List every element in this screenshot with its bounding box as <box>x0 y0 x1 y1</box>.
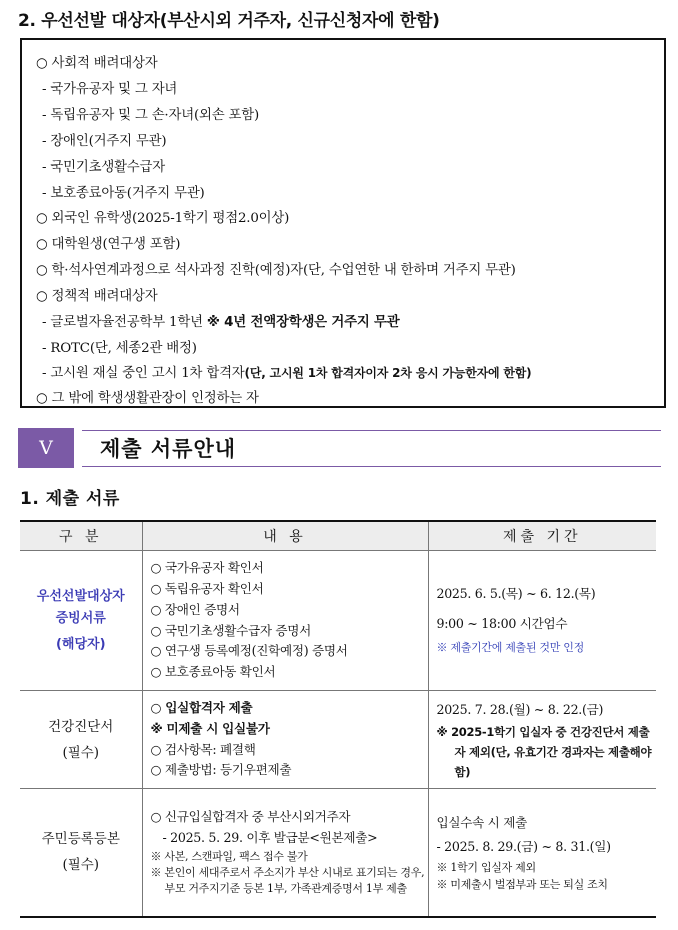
period-cell <box>428 691 656 789</box>
list-item-note: ※ 4년 전액장학생은 거주지 무관 <box>206 315 400 330</box>
table-row <box>20 551 656 691</box>
period-line: 2025. 6. 5.(목) ~ 6. 12.(목) <box>436 585 596 601</box>
list-item: ○ 학·석사연계과정으로 석사과정 진학(예정)자(단, 수업연한 내 한하며 거주지 무관) <box>36 263 516 278</box>
column-header-category: 구 분 <box>20 521 142 551</box>
content-line: ※ 본인이 세대주로서 주소지가 부산 시내로 표기되는 경우, 부모 거주지기준 등본 1부, 가족관계증명서 1부 제출 <box>150 866 425 896</box>
content-cell <box>142 551 428 691</box>
category-line: (해당자) <box>55 636 106 652</box>
content-line: ○ 입실합격자 제출 <box>150 699 253 715</box>
category-line: 주민등록등본 <box>41 831 120 848</box>
table-row <box>20 789 656 917</box>
list-item: ○ 그 밖에 학생생활관장이 인정하는 자 <box>36 391 259 406</box>
list-item: - ROTC(단, 세종2관 배정) <box>42 341 197 356</box>
list-item: - 국가유공자 및 그 자녀 <box>42 82 178 97</box>
period-cell <box>428 789 656 917</box>
list-item <box>42 311 400 330</box>
period-line: 입실수속 시 제출 <box>436 815 527 831</box>
list-item-text: - 글로벌자율전공학부 1학년 <box>42 315 207 330</box>
list-item <box>42 362 531 381</box>
content-line: ○ 독립유공자 확인서 <box>150 580 264 596</box>
table-row <box>20 691 656 789</box>
table-header-row <box>20 521 656 551</box>
column-header-content: 내 용 <box>142 521 428 551</box>
content-line: ○ 제출방법: 등기우편제출 <box>150 762 292 778</box>
period-line: - 2025. 8. 29.(금) ~ 8. 31.(일) <box>436 839 611 855</box>
category-cell <box>20 691 142 789</box>
content-line: ○ 신규입실합격자 중 부산시외거주자 <box>150 809 351 825</box>
category-line: (필수) <box>62 857 100 874</box>
section-1-heading: 1. 제출 서류 <box>20 489 120 509</box>
period-note: ※ 미제출시 벌점부과 또는 퇴실 조치 <box>436 878 608 892</box>
category-line: 증빙서류 <box>55 610 106 626</box>
section-v-badge: Ⅴ <box>18 428 74 468</box>
category-line: (필수) <box>62 744 100 761</box>
category-cell <box>20 789 142 917</box>
content-line: - 2025. 5. 29. 이후 발급분<원본제출> <box>162 830 378 846</box>
period-line: 2025. 7. 28.(월) ~ 8. 22.(금) <box>436 701 604 717</box>
section-v-divider-top <box>82 430 661 431</box>
list-item-text: - 고시원 재실 중인 고시 1차 합격자 <box>42 366 245 381</box>
list-item: ○ 대학원생(연구생 포함) <box>36 237 181 252</box>
list-item-note: (단, 고시원 1차 합격자이자 2차 응시 가능한자에 한함) <box>244 366 532 380</box>
period-note: ※ 제출기간에 제출된 것만 인정 <box>436 640 584 654</box>
content-line: ○ 국민기초생활수급자 증명서 <box>150 622 311 638</box>
period-line: 9:00 ~ 18:00 시간엄수 <box>436 615 568 631</box>
section-v-title: 제출 서류안내 <box>100 437 237 461</box>
column-header-period: 제출 기간 <box>428 521 656 551</box>
content-cell <box>142 789 428 917</box>
period-note: ※ 1학기 입실자 제외 <box>436 861 536 875</box>
list-item: ○ 정책적 배려대상자 <box>36 289 158 304</box>
documents-table <box>20 520 656 918</box>
content-line: ○ 검사항목: 폐결핵 <box>150 741 256 757</box>
list-item: ○ 사회적 배려대상자 <box>36 56 158 71</box>
section-v-divider-bottom <box>82 466 661 467</box>
priority-eligibility-box <box>20 38 666 408</box>
content-line: ○ 장애인 증명서 <box>150 601 240 617</box>
period-note: ※ 2025-1학기 입실자 중 건강진단서 제출자 제외(단, 유효기간 경과자는 제출해야함) <box>436 724 652 779</box>
content-line: ○ 국가유공자 확인서 <box>150 560 264 576</box>
category-line: 건강진단서 <box>48 718 114 735</box>
list-item: ○ 외국인 유학생(2025-1학기 평점2.0이상) <box>36 211 290 226</box>
period-cell <box>428 551 656 691</box>
section-2-heading: 2. 우선선발 대상자(부산시외 거주자, 신규신청자에 한함) <box>18 11 440 31</box>
list-item: - 보호종료아동(거주지 무관) <box>42 186 205 201</box>
content-line: ※ 미제출 시 입실불가 <box>150 720 270 736</box>
content-cell <box>142 691 428 789</box>
content-line: ○ 연구생 등록예정(진학예정) 증명서 <box>150 643 348 659</box>
content-line: ※ 사본, 스캔파일, 팩스 접수 불가 <box>150 850 308 864</box>
content-line: ○ 보호종료아동 확인서 <box>150 664 276 680</box>
category-line: 우선선발대상자 <box>36 588 125 604</box>
list-item: - 장애인(거주지 무관) <box>42 134 167 149</box>
list-item: - 국민기초생활수급자 <box>42 160 165 175</box>
list-item: - 독립유공자 및 그 손·자녀(외손 포함) <box>42 108 260 123</box>
category-cell <box>20 551 142 691</box>
